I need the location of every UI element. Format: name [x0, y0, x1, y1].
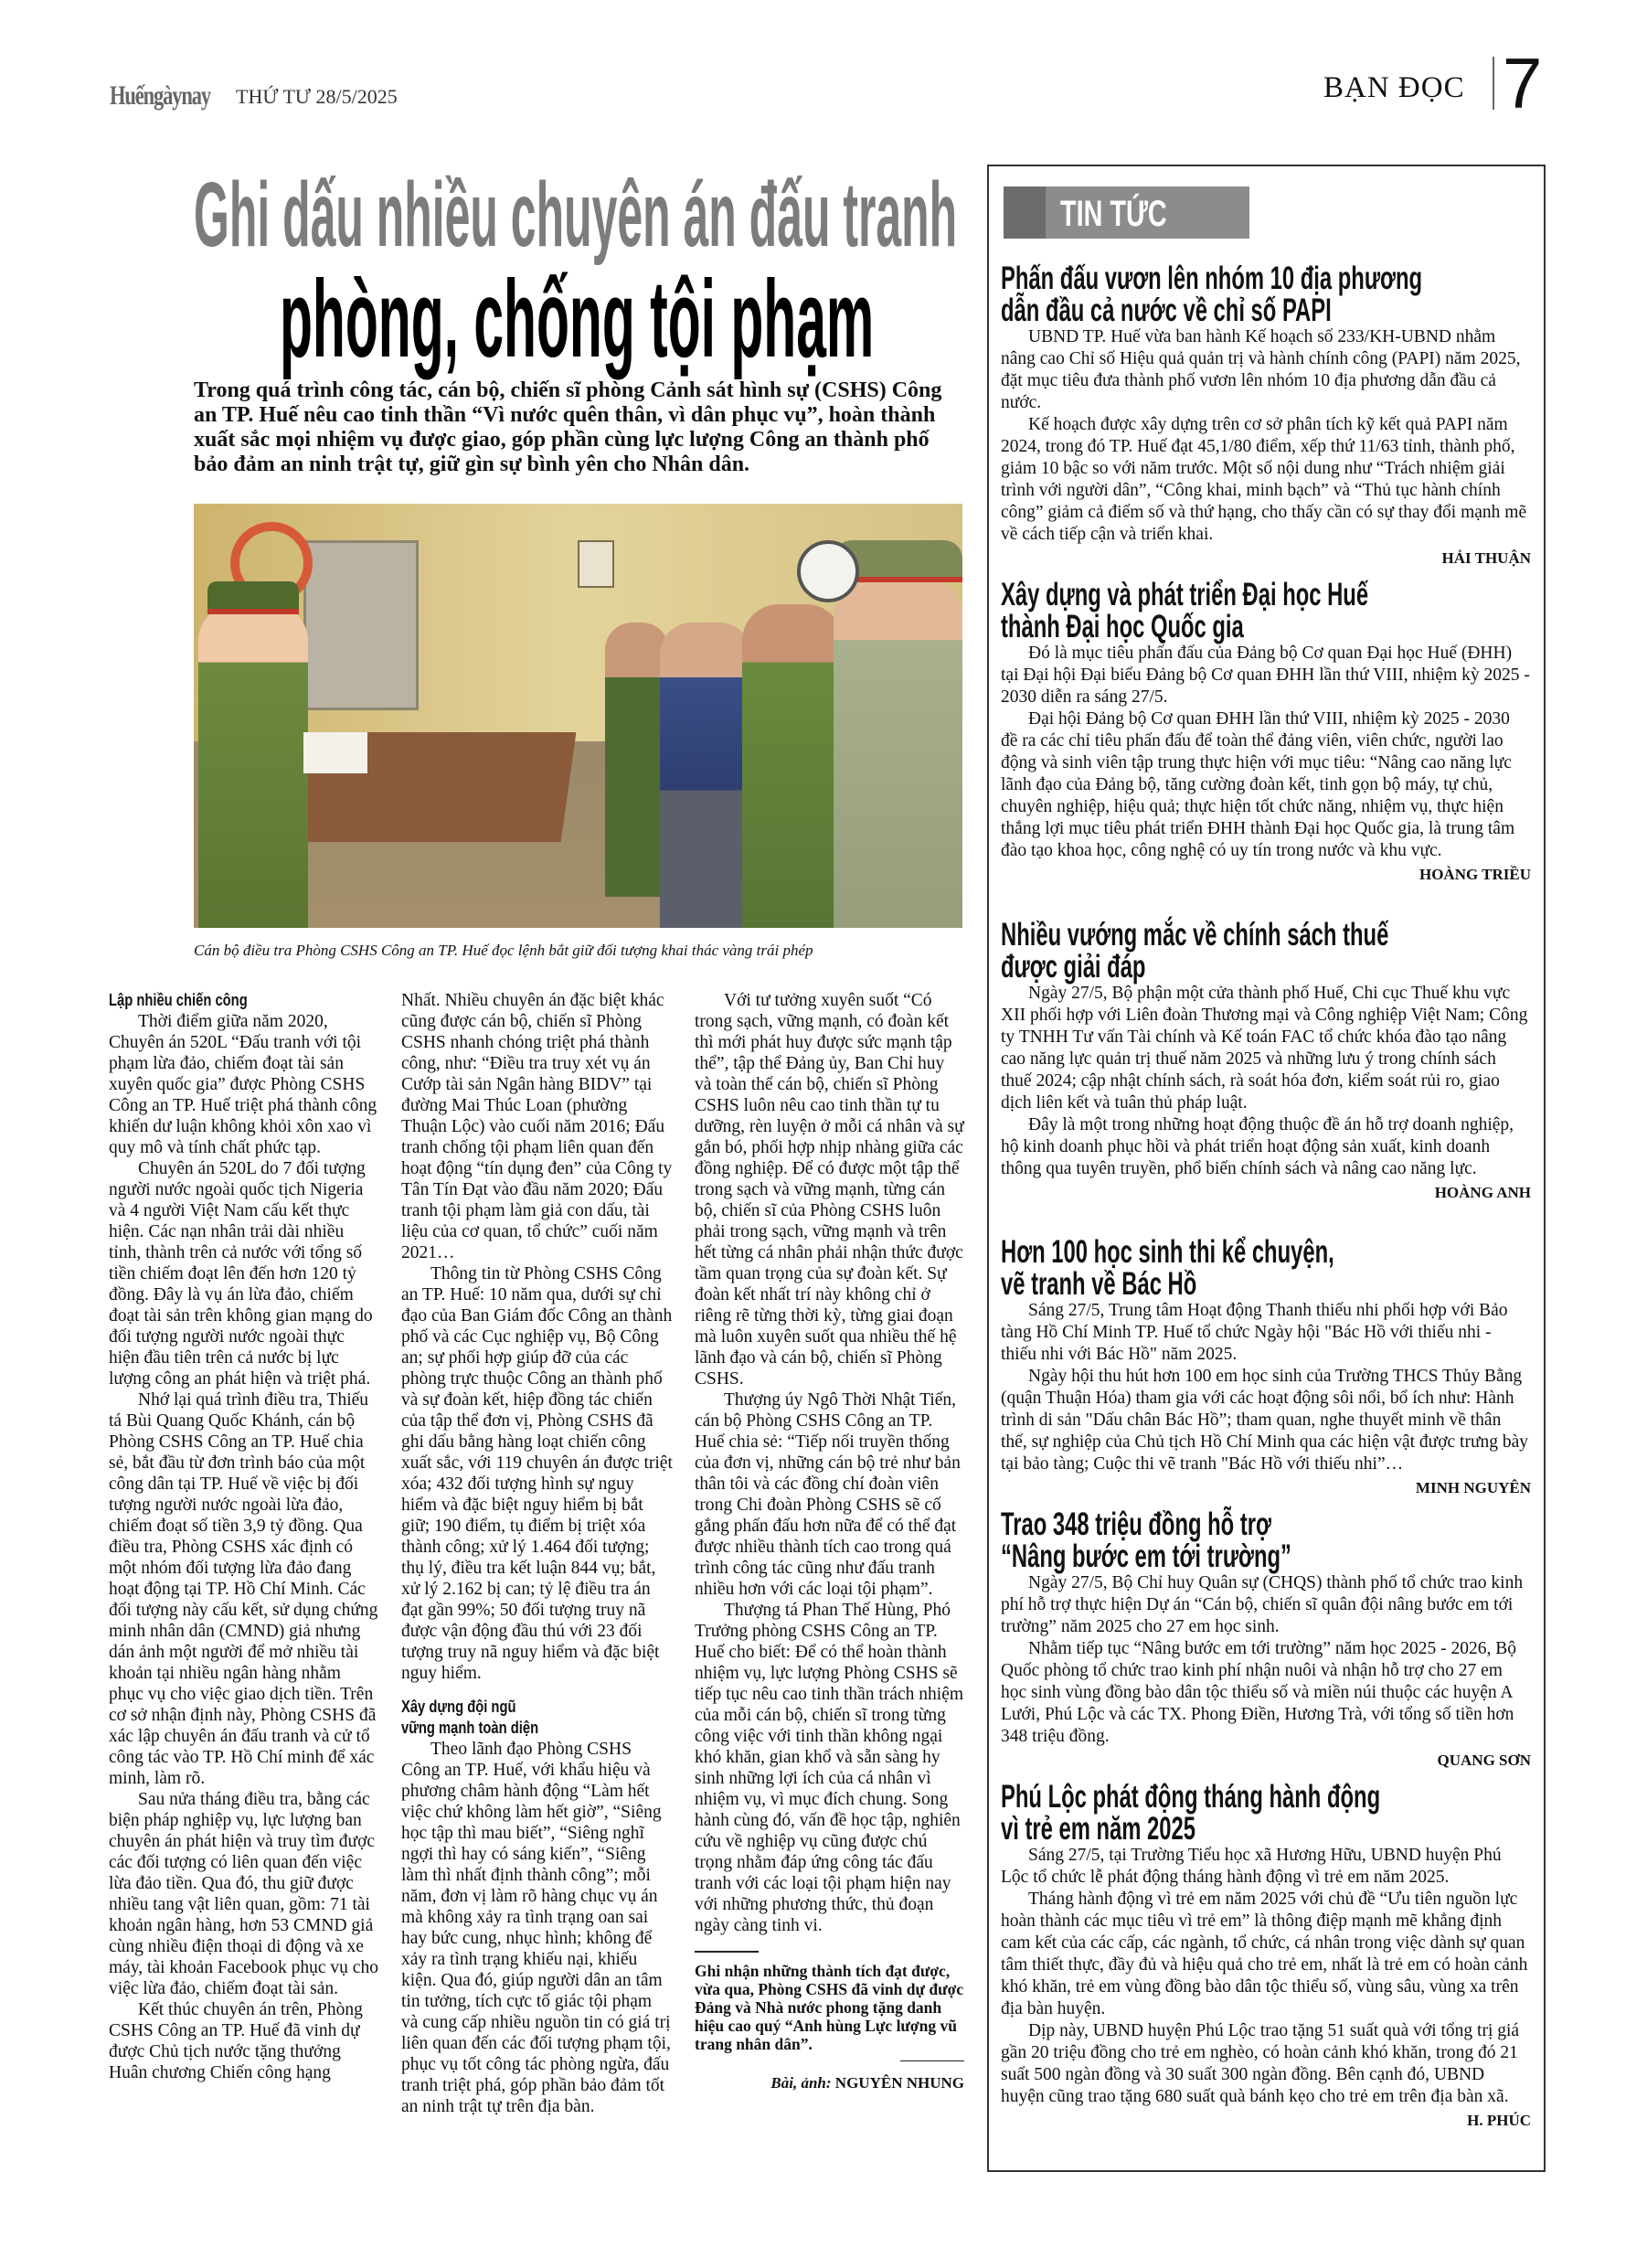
- article-paragraph: Thời điểm giữa năm 2020, Chuyên án 520L “Đấu tranh với tội phạm lừa đảo, chiếm đoạt tài sản xuyên quốc gia” được Phòng CSHS Công an TP. Huế triệt phá thành công khiến dư luận không khỏi xôn xao vì quy mô và tính chất phức tạp.: [109, 1012, 377, 1157]
- headline-line: dẫn đầu cả nước về chỉ số PAPI: [1001, 293, 1332, 328]
- news-section-label: TIN TỨC: [1060, 194, 1167, 234]
- photo-officer-uniform: [834, 577, 962, 928]
- photo-cabinet: [303, 540, 419, 710]
- article-column-2: [401, 990, 673, 2117]
- news-story: [1001, 919, 1531, 1204]
- story-headline[interactable]: [1001, 919, 1531, 983]
- byline-rule: [900, 2060, 964, 2062]
- story-paragraph: Đó là mục tiêu phấn đấu của Đảng bộ Cơ quan Đại học Huế (ĐHH) tại Đại hội Đại biểu Đảng bộ Cơ quan ĐHH lần thứ VIII, nhiệm kỳ 2025 - 2030 diễn ra sáng 27/5.: [1001, 644, 1530, 707]
- story-author: QUANG SƠN: [1437, 1752, 1531, 1769]
- byline-author: NGUYÊN NHUNG: [834, 2074, 964, 2092]
- story-headline[interactable]: [1001, 1508, 1531, 1572]
- story-paragraph: Ngày 27/5, Bộ Chỉ huy Quân sự (CHQS) thành phố tổ chức trao kinh phí hỗ trợ thực hiện Dự án “Cán bộ, chiến sĩ quân đội nâng bước em tới trường” năm 2025 cho 27 em học sinh.: [1001, 1573, 1524, 1636]
- story-paragraph: Sáng 27/5, Trung tâm Hoạt động Thanh thiếu nhi phối hợp với Bảo tàng Hồ Chí Minh TP. Huế tổ chức Ngày hội "Bác Hồ với thiếu nhi - thiếu nhi với Bác Hồ" năm 2025.: [1001, 1301, 1508, 1364]
- headline-line: vì trẻ em năm 2025: [1001, 1811, 1196, 1847]
- story-author: MINH NGUYÊN: [1415, 1479, 1531, 1496]
- section-name: BẠN ĐỌC: [1323, 71, 1465, 104]
- story-paragraph: Đại hội Đảng bộ Cơ quan ĐHH lần thứ VIII, nhiệm kỳ 2025 - 2030 đề ra các chỉ tiêu phấn đấu để toàn thể đảng viên, viên chức, người lao động và sinh viên tập trung thực hiện với mục tiêu: “Nâng cao năng lực lãnh đạo của Đảng bộ, tăng cường đoàn kết, tinh gọn bộ máy, tự chủ, chuyên nghiệp, hiệu quả; thực hiện tốt chức năng, nhiệm vụ, thực hiện thắng lợi mục tiêu phát triển ĐHH thành Đại học Quốc gia, là trung tâm đào tạo khoa học, công nghệ có uy tín trong nước và khu vực.: [1001, 709, 1515, 860]
- story-author: H. PHÚC: [1467, 2112, 1531, 2129]
- page-number: 7: [1503, 43, 1543, 123]
- article-paragraph: Nhớ lại quá trình điều tra, Thiếu tá Bùi Quang Quốc Khánh, cán bộ Phòng CSHS Công an TP. Huế chia sẻ, bắt đầu từ đơn trình báo của một công dân tại TP. Huế về việc bị đối tượng người nước ngoài lừa đảo, chiếm đoạt số tiền 3,9 tỷ đồng. Qua điều tra, Phòng CSHS xác định có một nhóm đối tượng lừa đảo đang hoạt động tại TP. Hồ Chí Minh. Các đối tượng này cấu kết, sử dụng chứng minh nhân dân (CMND) giả nhưng dán ảnh một người để mở nhiều tài khoản tại nhiều ngân hàng nhằm phục vụ cho việc giao dịch tiền. Trên cơ sở nhận định này, Phòng CSHS đã xác lập chuyên án đấu tranh và cử tổ công tác vào TP. Hồ Chí minh để xác minh, làm rõ.: [109, 1390, 378, 1788]
- headline-line: Nhiều vướng mắc về chính sách thuế: [1001, 917, 1389, 953]
- story-paragraph: Nhằm tiếp tục “Nâng bước em tới trường” năm học 2025 - 2026, Bộ Quốc phòng tổ chức trao kinh phí nhận nuôi và nhận hỗ trợ cho 27 em học sinh vùng đồng bào dân tộc thiểu số và miền núi thuộc các huyện A Lưới, Phú Lộc và các TX. Phong Điền, Hương Trà, với tổng số tiền hơn 348 triệu đồng.: [1001, 1639, 1517, 1746]
- news-story: [1001, 1508, 1531, 1772]
- photo-officer-green: [742, 604, 843, 928]
- story-paragraph: Đây là một trong những hoạt động thuộc đề án hỗ trợ doanh nghiệp, hộ kinh doanh phục hồi và phát triển hoạt động sản xuất, kinh doanh thông qua tuyên truyền, phổ biến chính sách và nâng cao năng lực.: [1001, 1115, 1514, 1178]
- headline-line: vẽ tranh về Bác Hồ: [1001, 1266, 1197, 1302]
- story-headline[interactable]: [1001, 579, 1531, 643]
- headline-line: Phấn đấu vươn lên nhóm 10 địa phương: [1001, 261, 1423, 296]
- photo-fan: [797, 540, 859, 602]
- article-column-1: [109, 990, 378, 2083]
- story-headline[interactable]: [1001, 262, 1531, 326]
- article-paragraph: Thượng úy Ngô Thời Nhật Tiến, cán bộ Phòng CSHS Công an TP. Huế chia sẻ: “Tiếp nối truyền thống của đơn vị, những cán bộ trẻ như bản thân tôi và các đồng chí đoàn viên trong Chi đoàn Phòng CSHS sẽ cố gắng phấn đấu hơn nữa để có thể đạt được nhiều thành tích cao trong quá trình công tác cũng như đấu tranh nhiều hơn với các loại tội phạm”.: [695, 1390, 961, 1599]
- article-photo: [194, 504, 962, 928]
- story-paragraph: Sáng 27/5, tại Trường Tiểu học xã Hương Hữu, UBND huyện Phú Lộc tổ chức lễ phát động tháng hành động vì trẻ em năm 2025.: [1001, 1846, 1502, 1887]
- article-lead: Trong quá trình công tác, cán bộ, chiến sĩ phòng Cảnh sát hình sự (CSHS) Công an TP. Huế nêu cao tinh thần “Vì nước quên thân, vì dân phục vụ”, hoàn thành xuất sắc mọi nhiệm vụ được giao, góp phần cùng lực lượng Công an thành phố bảo đảm an ninh trật tự, giữ gìn sự bình yên cho Nhân dân.: [194, 378, 942, 476]
- photo-suspect: [660, 623, 751, 928]
- quote-rule: [695, 1951, 759, 1953]
- news-section-tab: [1004, 186, 1249, 239]
- news-story: [1001, 1236, 1531, 1499]
- photo-portrait: [578, 540, 614, 588]
- article-title-line-2: phòng, chống tội phạm: [280, 258, 875, 380]
- article-paragraph: Chuyên án 520L do 7 đối tượng người nước ngoài quốc tịch Nigeria và 4 người Việt Nam cấu kết thực hiện. Các nạn nhân trải dài nhiều tỉnh, thành trên cả nước với tổng số tiền chiếm đoạt lên đến hơn 120 tỷ đồng. Đây là vụ án lừa đảo, chiếm đoạt tài sản trên không gian mạng do đối tượng người nước ngoài thực hiện đầu tiên trên cả nước bị lực lượng công an phát hiện và triệt phá.: [109, 1159, 373, 1389]
- story-author: HOÀNG ANH: [1434, 1184, 1531, 1201]
- subheading-line: vững mạnh toàn diện: [401, 1719, 539, 1737]
- highlight-quote: Ghi nhận những thành tích đạt được, vừa qua, Phòng CSHS đã vinh dự được Đảng và Nhà nước phong tặng danh hiệu cao quý “Anh hùng Lực lượng vũ trang nhân dân”.: [695, 1961, 964, 2053]
- article-paragraph: Nhất. Nhiều chuyên án đặc biệt khác cũng được cán bộ, chiến sĩ Phòng CSHS nhanh chóng triệt phá thành công, như: “Điều tra truy xét vụ án Cướp tài sản Ngân hàng BIDV” tại đường Mai Thúc Loan (phường Thuận Lộc) vào cuối năm 2016; Đấu tranh chống tội phạm liên quan đến hoạt động “tín dụng đen” của Công ty Tân Tín Đạt vào đầu năm 2020; Đấu tranh tội phạm làm giả con dấu, tài liệu của cơ quan, tổ chức” cuối năm 2021…: [401, 991, 673, 1262]
- article-paragraph: Thông tin từ Phòng CSHS Công an TP. Huế: 10 năm qua, dưới sự chỉ đạo của Ban Giám đốc Công an thành phố và các Cục nghiệp vụ, Bộ Công an; sự phối hợp giúp đỡ của các phòng trực thuộc Công an thành phố và sự đoàn kết, hiệp đồng tác chiến của tập thể đơn vị, Phòng CSHS đã ghi dấu bằng hàng loạt chiến công xuất sắc, với 119 chuyên án được triệt xóa; 432 đối tượng hình sự nguy hiểm và đặc biệt nguy hiểm bị bắt giữ; 190 điểm, tụ điểm bị triệt xóa thành công; xử lý 1.464 đối tượng; thụ lý, điều tra kết luận 844 vụ; bắt, xử lý 2.162 bị can; tỷ lệ điều tra án đạt gần 99%; 50 đối tượng truy nã được vận động đầu thú với 23 đối tượng truy nã nguy hiểm và đặc biệt nguy hiểm.: [401, 1264, 673, 1683]
- byline-label: Bài, ảnh:: [770, 2074, 832, 2092]
- issue-date: THỨ TƯ 28/5/2025: [236, 85, 398, 108]
- news-story: [1001, 579, 1531, 886]
- section-subheading: [401, 1697, 673, 1739]
- story-author: HẢI THUẬN: [1441, 549, 1531, 567]
- headline-line: Trao 348 triệu đồng hỗ trợ: [1001, 1507, 1271, 1542]
- photo-document: [303, 732, 367, 773]
- headline-line: “Nâng bước em tới trường”: [1001, 1539, 1291, 1574]
- headline-line: Phú Lộc phát động tháng hành động: [1001, 1779, 1381, 1815]
- photo-caption: Cán bộ điều tra Phòng CSHS Công an TP. Huế đọc lệnh bắt giữ đối tượng khai thác vàng trái phép: [194, 942, 813, 959]
- photo-officer-cap: [207, 581, 299, 614]
- section-subheading: Lập nhiều chiến công: [109, 991, 248, 1009]
- headline-line: được giải đáp: [1001, 949, 1146, 985]
- article-paragraph: Thượng tá Phan Thế Hùng, Phó Trưởng phòng CSHS Công an TP. Huế cho biết: Để có thể hoàn thành nhiệm vụ, lực lượng Phòng CSHS sẽ tiếp tục nêu cao tinh thần trách nhiệm của mỗi cán bộ, chiến sĩ trong từng công việc với tinh thần không ngại khó khăn, gian khổ và sẵn sàng hy sinh những lợi ích của cá nhân vì nhiệm vụ, vì mục đích chung. Song hành cùng đó, vấn đề học tập, nghiên cứu về nghiệp vụ cũng được chú trọng nhằm đáp ứng công tác đấu tranh với các loại tội phạm hiện nay với những phương thức, thủ đoạn ngày càng tinh vi.: [695, 1601, 964, 1935]
- story-author: HOÀNG TRIỀU: [1419, 866, 1531, 883]
- header-divider: [1493, 57, 1494, 110]
- story-paragraph: Ngày hội thu hút hơn 100 em học sinh của Trường THCS Thủy Bằng (quận Thuận Hóa) tham gia với các hoạt động sôi nổi, bổ ích như: Hành trình di sản "Dấu chân Bác Hồ”; tham quan, nghe thuyết minh về thân thế, sự nghiệp của Chủ tịch Hồ Chí Minh qua các hiện vật được trưng bày tại bảo tàng; Cuộc thi vẽ tranh "Bác Hồ với thiếu nhi”…: [1001, 1367, 1529, 1474]
- article-paragraph: Theo lãnh đạo Phòng CSHS Công an TP. Huế, với khẩu hiệu và phương châm hành động “Làm hết việc chứ không làm hết giờ”, “Siêng học tập thì mau biết”, “Siêng nghĩ ngợi thì hay có sáng kiến”, “Siêng làm thì nhất định thành công”; mỗi năm, đơn vị làm rõ hàng chục vụ án mà không xảy ra tình trạng oan sai hay bức cung, nhục hình; không để xảy ra tình trạng khiếu nại, khiếu kiện. Qua đó, giúp người dân an tâm tin tưởng, tích cực tố giác tội phạm và cung cấp nhiều nguồn tin có giá trị liên quan đến các đối tượng phạm tội, phục vụ tốt công tác phòng ngừa, đấu tranh triệt phá, góp phần bảo đảm tốt an ninh trật tự trên địa bàn.: [401, 1740, 671, 2116]
- headline-line: thành Đại học Quốc gia: [1001, 609, 1244, 644]
- story-paragraph: Ngày 27/5, Bộ phận một cửa thành phố Huế, Chi cục Thuế khu vực XII phối hợp với Liên đoàn Thương mại và Công nghiệp Việt Nam; Công ty TNHH Tư vấn Tài chính và Kế toán FAC tổ chức khóa đào tạo nâng cao năng lực quản trị thuế năm 2025 và những lưu ý trong chính sách thuế 2024; cập nhật chính sách, rà soát hóa đơn, kiểm soát rủi ro, giao dịch liên kết và tuân thủ pháp luật.: [1001, 984, 1528, 1113]
- article-paragraph: Kết thúc chuyên án trên, Phòng CSHS Công an TP. Huế đã vinh dự được Chủ tịch nước tặng thưởng Huân chương Chiến công hạng: [109, 2000, 363, 2082]
- newspaper-logo: Huếngàynay: [110, 80, 211, 111]
- story-headline[interactable]: [1001, 1781, 1531, 1845]
- headline-line: Xây dựng và phát triển Đại học Huế: [1001, 577, 1369, 612]
- story-headline[interactable]: [1001, 1236, 1531, 1300]
- article-paragraph: Với tư tưởng xuyên suốt “Có trong sạch, vững mạnh, có đoàn kết thì mới phát huy được sức mạnh tập thể”, tập thể Đảng ủy, Ban Chỉ huy và toàn thể cán bộ, chiến sĩ Phòng CSHS luôn nêu cao tinh thần tự tu dưỡng, rèn luyện ở mỗi cá nhân và sự gắn bó, phối hợp nhịp nhàng giữa các đồng nghiệp. Để có được một tập thể trong sạch và vững mạnh, từng cán bộ, chiến sĩ của Phòng CSHS luôn phải trong sạch, vững mạnh và trên hết từng cá nhân phải nhận thức được tầm quan trọng của sự đoàn kết. Sự đoàn kết nhất trí này không chỉ ở riêng rẽ từng thời kỳ, từng giai đoạn mà luôn xuyên suốt qua nhiều thế hệ lãnh đạo và cán bộ, chiến sĩ Phòng CSHS.: [695, 991, 964, 1389]
- story-paragraph: Dịp này, UBND huyện Phú Lộc trao tặng 51 suất quà với tổng trị giá gần 20 triệu đồng cho trẻ em nghèo, có hoàn cảnh khó khăn, trong đó 21 suất 500 ngàn đồng và 30 suất 300 ngàn đồng. Bên cạnh đó, UBND huyện cũng trao tặng 680 suất quà bánh kẹo cho trẻ em trên địa bàn xã.: [1001, 2021, 1520, 2106]
- story-paragraph: Tháng hành động vì trẻ em năm 2025 với chủ đề “Ưu tiên nguồn lực hoàn thành các mục tiêu vì trẻ em” là thông điệp mạnh mẽ khẳng định cam kết của các cấp, các ngành, tổ chức, cá nhân trong việc dành sự quan tâm thiết thực, đầy đủ và hiệu quả cho trẻ em, nhất là trẻ em có hoàn cảnh khó khăn, trẻ em vùng đồng bào dân tộc thiểu số, vùng sâu, vùng xa trên địa bàn huyện.: [1001, 1890, 1528, 2018]
- article-paragraph: Sau nửa tháng điều tra, bằng các biện pháp nghiệp vụ, lực lượng ban chuyên án phát hiện và truy tìm được các đối tượng có liên quan đến việc lừa đảo tiền. Qua đó, thu giữ được nhiều tang vật liên quan, gồm: 71 tài khoản ngân hàng, hơn 53 CMND giả cùng nhiều điện thoại di động và xe máy, tài khoản Facebook phục vụ cho việc lừa đảo, chiếm đoạt tài sản.: [109, 1790, 378, 1998]
- photo-officer-reading: [198, 604, 308, 928]
- article-title-line-1: Ghi dấu nhiều chuyên án đấu tranh: [194, 164, 958, 266]
- story-paragraph: Kế hoạch được xây dựng trên cơ sở phân tích kỹ kết quả PAPI năm 2024, trong đó TP. Huế đạt 45,1/80 điểm, xếp thứ 11/63 tỉnh, thành phố, giảm 10 bậc so với năm trước. Một số nội dung như “Trách nhiệm giải trình với người dân”, “Công khai, minh bạch” và “Thủ tục hành chính công” giảm cả điểm số và thứ hạng, cho thấy cần có sự thay đổi mạnh mẽ về cách tiếp cận và triển khai.: [1001, 415, 1527, 544]
- story-paragraph: UBND TP. Huế vừa ban hành Kế hoạch số 233/KH-UBND nhằm nâng cao Chỉ số Hiệu quả quản trị và hành chính công (PAPI) năm 2025, đặt mục tiêu đưa thành phố vươn lên nhóm 10 địa phương dẫn đầu cả nước.: [1001, 327, 1521, 412]
- headline-line: Hơn 100 học sinh thi kể chuyện,: [1001, 1234, 1334, 1270]
- news-story: [1001, 262, 1531, 570]
- subheading-line: Xây dựng đội ngũ: [401, 1698, 516, 1716]
- tab-accent: [1004, 186, 1046, 239]
- article-byline: [695, 2072, 964, 2093]
- news-story: [1001, 1781, 1531, 2132]
- article-column-3: [695, 990, 964, 2093]
